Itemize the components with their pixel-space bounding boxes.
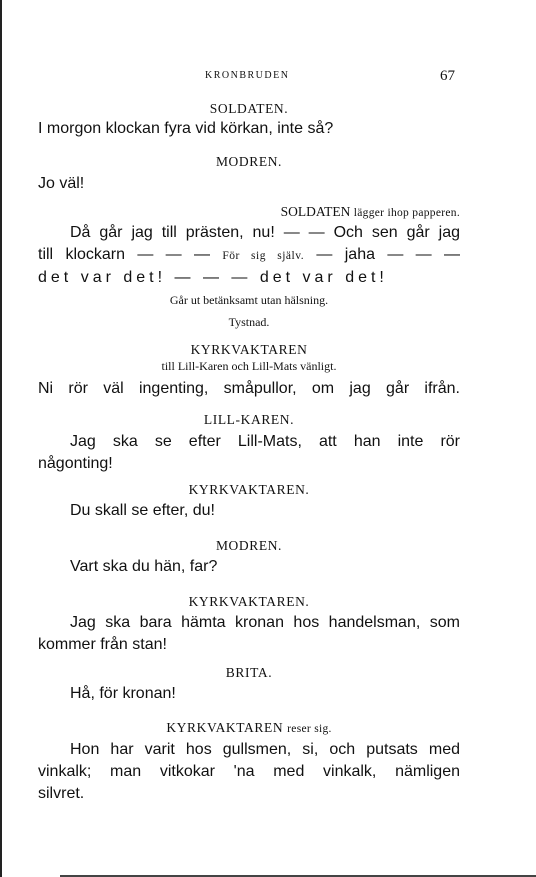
dialogue-line-with-aside (38, 244, 460, 267)
speaker-soldaten: SOLDATEN. (209, 101, 289, 116)
dialogue-line: någonting! (38, 455, 113, 472)
stage-direction: lägger ihop papperen. (353, 207, 460, 219)
dialogue-line: vinkalk; man vitkokar 'na med vinkalk, nämligen (38, 763, 460, 780)
dialogue-line: kommer från stan! (38, 636, 167, 653)
dialogue-fragment: till klockarn — — — (38, 246, 210, 263)
speaker-kyrkvaktaren: KYRKVAKTAREN (166, 720, 284, 735)
speaker-kyrkvaktaren: KYRKVAKTAREN. (188, 594, 310, 609)
speaker-modren: MODREN. (215, 538, 283, 553)
dialogue-line: I morgon klockan fyra vid körkan, inte så? (38, 120, 334, 137)
speaker-kyrkvaktaren: KYRKVAKTAREN (190, 342, 308, 357)
page-number: 67 (440, 68, 455, 84)
speaker-with-direction (38, 203, 460, 220)
speaker-with-direction (38, 719, 460, 736)
stage-direction: Går ut betänksamt utan hälsning. (169, 293, 329, 307)
speaker-lill-karen: LILL-KAREN. (203, 412, 295, 427)
speaker-kyrkvaktaren: KYRKVAKTAREN. (188, 482, 310, 497)
dialogue-line: Vart ska du hän, far? (70, 558, 218, 575)
dialogue-line: silvret. (38, 785, 85, 802)
running-title: KRONBRUDEN (205, 70, 290, 81)
speaker-modren: MODREN. (215, 154, 283, 169)
page-header (0, 68, 536, 88)
stage-direction: Tystnad. (228, 315, 270, 329)
dialogue-line: Jag ska se efter Lill-Mats, att han inte rör (70, 433, 460, 450)
dialogue-line: Jo väl! (38, 175, 85, 192)
aside-direction: För sig själv. (222, 250, 305, 262)
stage-direction: reser sig. (287, 723, 332, 735)
play-text (38, 100, 460, 805)
stage-direction: till Lill-Karen och Lill-Mats vänligt. (161, 359, 337, 373)
speaker-brita: BRITA. (225, 665, 273, 680)
page-left-edge (0, 0, 2, 877)
dialogue-line: Ni rör väl ingenting, småpullor, om jag går ifrån. (38, 380, 460, 397)
dialogue-line: Du skall se efter, du! (70, 502, 215, 519)
dialogue-line: Hon har varit hos gullsmen, si, och putsats med (70, 741, 460, 758)
dialogue-line: Då går jag till prästen, nu! — — Och sen går jag (70, 224, 460, 241)
speaker-soldaten: SOLDATEN (280, 204, 351, 219)
dialogue-line: Hå, för kronan! (70, 685, 176, 702)
dialogue-line: Jag ska bara hämta kronan hos handelsman, som (70, 614, 460, 631)
dialogue-line-spaced: det var det! — — — det var det! (38, 269, 388, 286)
dialogue-fragment: — jaha — — — (316, 246, 460, 263)
